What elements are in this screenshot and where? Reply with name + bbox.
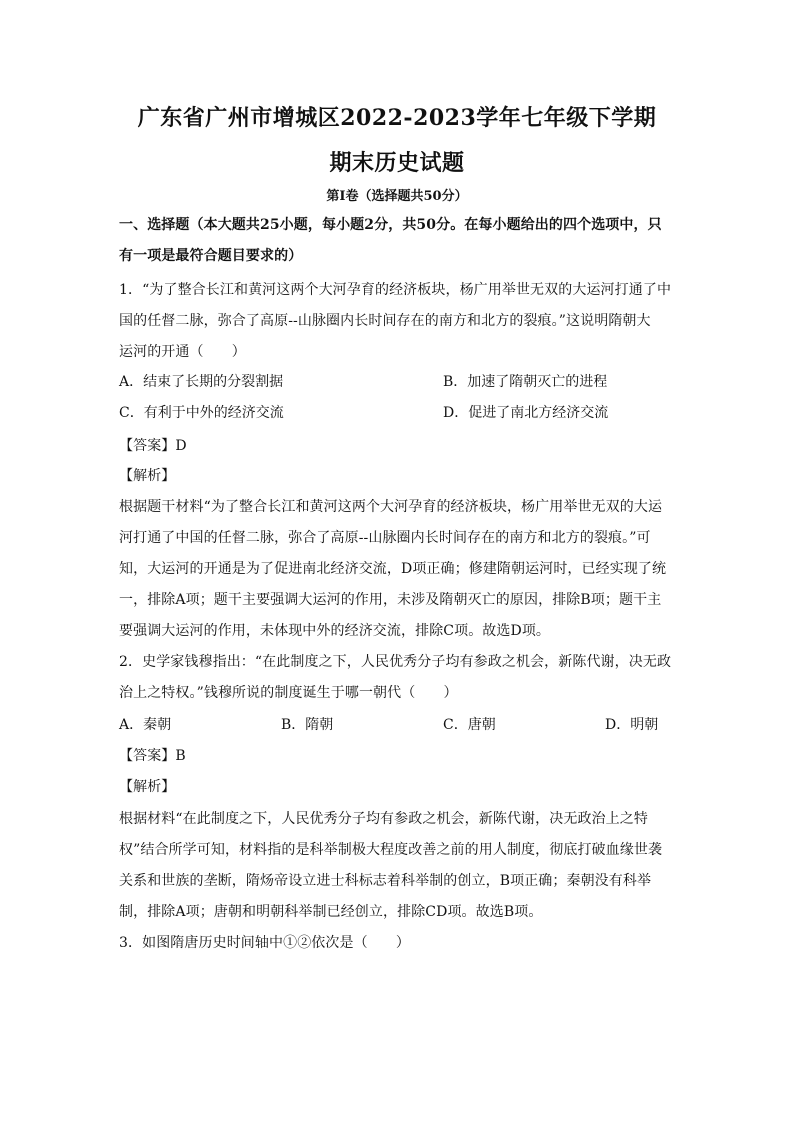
page-title-line-2: 期末历史试题: [329, 150, 465, 176]
q1-option-a: A．结束了长期的分裂割据: [119, 374, 284, 390]
q1-option-c: C．有利于中外的经济交流: [119, 405, 284, 421]
q1-stem-line-1: 1．“为了整合长江和黄河这两个大河孕育的经济板块，杨广用举世无双的大运河打通了中: [119, 282, 672, 298]
q2-stem-line-2: 治上之特权。”钱穆所说的制度诞生于哪一朝代（ ）: [119, 685, 458, 701]
q3-stem: 3．如图隋唐历史时间轴中①②依次是（ ）: [119, 935, 411, 951]
q2-analysis-label: 【解析】: [119, 779, 176, 795]
section-instructions-line-2: 有一项是最符合题目要求的）: [119, 248, 303, 264]
q1-analysis-line-2: 河打通了中国的任督二脉，弥合了高原--山脉圈内长时间存在的南方和北方的裂痕。”可: [119, 530, 651, 546]
q2-analysis-line-1: 根据材料“在此制度之下，人民优秀分子均有参政之机会，新陈代谢，决无政治上之特: [119, 811, 648, 827]
q1-analysis-line-1: 根据题干材料“为了整合长江和黄河这两个大河孕育的经济板块，杨广用举世无双的大运: [119, 499, 663, 515]
q1-option-d: D．促进了南北方经济交流: [443, 405, 609, 421]
q2-analysis-line-4: 制，排除A项；唐朝和明朝科举制已经创立，排除CD项。故选B项。: [119, 904, 543, 920]
q1-option-b: B．加速了隋朝灭亡的进程: [443, 374, 608, 390]
q2-analysis-line-2: 权”结合所学可知，材料指的是科举制极大程度改善之前的用人制度，彻底打破血缘世袭: [119, 842, 663, 858]
q1-analysis-line-5: 要强调大运河的作用，未体现中外的经济交流，排除C项。故选D项。: [119, 623, 551, 639]
page-title-line-1: 广东省广州市增城区2022-2023学年七年级下学期: [137, 105, 657, 131]
q2-option-a: A．秦朝: [119, 717, 172, 733]
q1-analysis-line-4: 一，排除A项；题干主要强调大运河的作用，未涉及隋朝灭亡的原因，排除B项；题干主: [119, 592, 662, 608]
q2-option-d: D．明朝: [605, 717, 659, 733]
q2-option-c: C．唐朝: [443, 717, 496, 733]
q1-stem-line-3: 运河的开通（ ）: [119, 344, 246, 360]
q1-stem-line-2: 国的任督二脉，弥合了高原--山脉圈内长时间存在的南方和北方的裂痕。”这说明隋朝大: [119, 313, 651, 329]
q2-stem-line-1: 2．史学家钱穆指出：“在此制度之下，人民优秀分子均有参政之机会，新陈代谢，决无政: [119, 654, 672, 670]
q1-analysis-label: 【解析】: [119, 468, 176, 484]
section-instructions-line-1: 一、选择题（本大题共25小题，每小题2分，共50分。在每小题给出的四个选项中，只: [119, 217, 662, 233]
q2-option-b: B．隋朝: [281, 717, 334, 733]
q2-analysis-line-3: 关系和世族的垄断，隋炀帝设立进士科标志着科举制的创立，B项正确；秦朝没有科举: [119, 873, 652, 889]
q1-analysis-line-3: 知，大运河的开通是为了促进南北经济交流，D项正确；修建隋朝运河时，已经实现了统: [119, 561, 667, 577]
q2-answer: 【答案】B: [119, 748, 186, 764]
q1-answer: 【答案】D: [119, 438, 187, 454]
part-subtitle: 第I卷（选择题共50分）: [326, 189, 468, 204]
